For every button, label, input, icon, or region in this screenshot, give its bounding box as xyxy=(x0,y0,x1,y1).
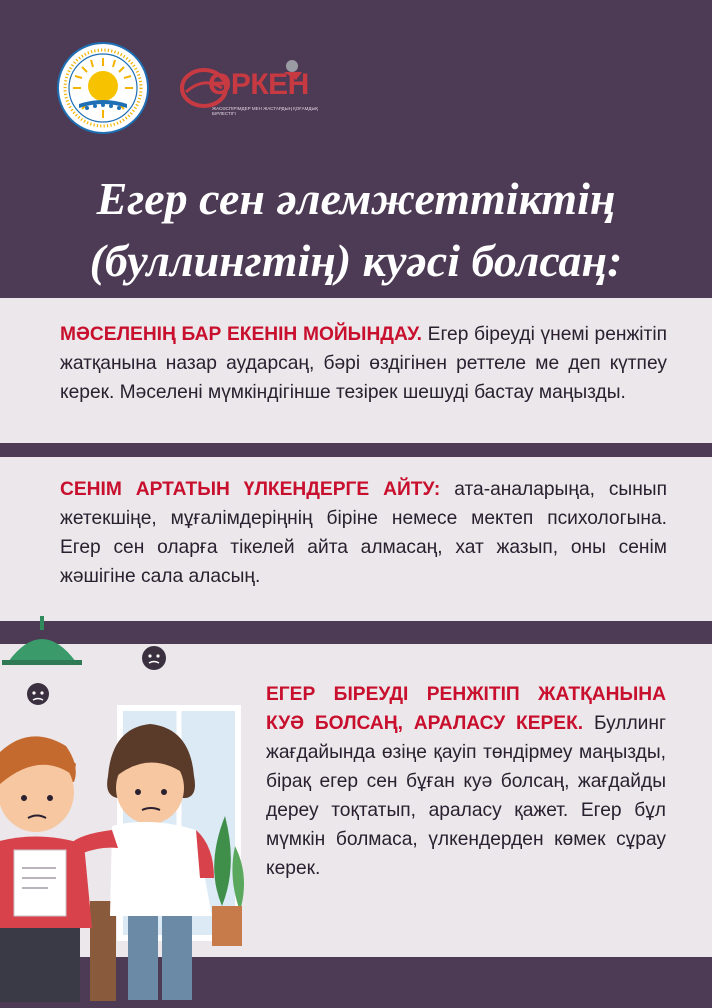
section-3-body: Буллинг жағдайында өзіңе қауіп төндірмеу маңызды, бірақ егер сен бұған куә болсаң, жағдайды дереу тоқтатып, араласу қажет. Егер бұл мүмкін болмаса, үлкендерден көмек сұрау керек. xyxy=(266,713,666,879)
page-title xyxy=(0,168,712,292)
section-panel-1 xyxy=(0,298,712,443)
section-2-lead: СЕНІМ АРТАТЫН ҮЛКЕНДЕРГЕ АЙТУ: xyxy=(60,479,441,500)
title-line-1: Егер сен әлемжеттіктің xyxy=(96,173,616,224)
title-line-2: (буллингтің) куәсі болсаң: xyxy=(89,235,623,286)
section-panel-2 xyxy=(0,457,712,621)
section-2-body: ата-аналарыңа, сынып жетекшіңе, мұғалімдеріңнің біріне немесе мектеп психологына. Егер сен оларға тікелей айта алмасаң, хат жазып, оны сенім жәшігіне сала аласың. xyxy=(60,479,667,587)
bullying-illustration xyxy=(0,616,250,1008)
logo-row xyxy=(0,0,712,160)
orken-logo-text: ӨРКЕН xyxy=(208,68,309,101)
section-1-body: Егер біреуді үнемі ренжітіп жатқанына назар аударсаң, бәрі өздігінен реттеле ме деп күтпеу керек. Мәселені мүмкіндігінше тезірек шешуді бастау маңызды. xyxy=(60,324,667,403)
ministry-seal-logo xyxy=(57,42,149,134)
sitting-boy xyxy=(0,736,92,1002)
orken-logo xyxy=(176,58,326,122)
ceiling-lamp-icon xyxy=(2,616,82,665)
section-3-lead: ЕГЕР БІРЕУДІ РЕНЖІТІП ЖАТҚАНЫНА КУӘ БОЛСАҢ, АРАЛАСУ КЕРЕК. xyxy=(266,684,666,734)
angry-face-icon xyxy=(27,683,49,705)
section-1-text xyxy=(60,320,667,407)
section-2-text xyxy=(60,475,667,591)
section-3-text xyxy=(266,680,666,883)
section-1-lead: МӘСЕЛЕНІҢ БАР ЕКЕНІН МОЙЫНДАУ. xyxy=(60,324,422,345)
orken-logo-subtitle: ЖАСӨСПІРІМДЕР МЕН ЖАСТАРДЫҢ ҚОҒАМДЫҚ БІРЛЕСТІГІ xyxy=(212,106,319,116)
sad-face-icon xyxy=(142,646,166,670)
